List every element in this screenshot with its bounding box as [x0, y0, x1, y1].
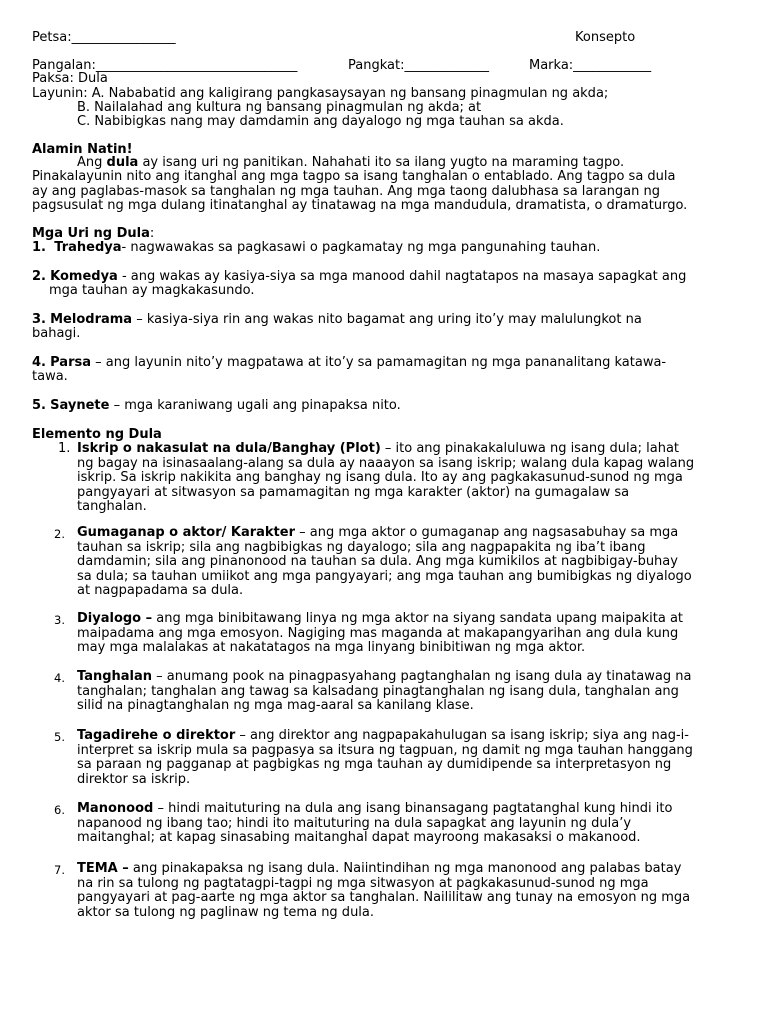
uri-item-saynete: 5. Saynete – mga karaniwang ugali ang pinapaksa nito.: [32, 398, 401, 413]
marka-field: Marka:____________: [529, 58, 652, 73]
elemento-num-1: 1.: [58, 441, 71, 456]
pangalan-field: Pangalan:_______________________________: [32, 58, 298, 73]
petsa-field: Petsa:________________: [32, 30, 176, 45]
pangkat-field: Pangkat:_____________: [348, 58, 489, 73]
elemento-item-aktor: Gumaganap o aktor/ Karakter – ang mga aktor o gumaganap ang nagsasabuhay sa mga tauhan sa iskrip; sila ang nagbibigkas ng dayalogo; sila ang nagpapakita ng iba’t ibang damdamin; sila ang pinanonood na tauhan sa dula. Ang mga kumikilos at nagbibigay-buhay sa dula; sa tauhan umiikot ang mga pangyayari; ang mga tauhan ang bumibigkas ng diyalogo at nagpapadama sa dula.: [77, 525, 692, 599]
uri-item-trahedya: 1. Trahedya- nagwawakas sa pagkasawi o pagkamatay ng mga pangunahing tauhan.: [32, 240, 601, 255]
uri-item-parsa-cont: tawa.: [32, 369, 68, 384]
elemento-num-7: 7.: [54, 863, 65, 877]
elemento-num-3: 3.: [54, 613, 65, 627]
elemento-heading: Elemento ng Dula: [32, 427, 162, 442]
elemento-item-tema: TEMA – ang pinakapaksa ng isang dula. Naiintindihan ng mga manonood ang palabas batay na rin sa tulong ng pagtatagpi-tagpi ng mga sitwasyon at pagkakasunud-sunod ng mga pangyayari at pag-aarte ng mga aktor sa tanghalan. Naililitaw ang tunay na emosyon ng mga aktor sa tulong ng paglinaw ng tema ng dula.: [77, 861, 691, 920]
uri-item-melodrama-cont: bahagi.: [32, 326, 81, 341]
alamin-line-1: Ang dula ay isang uri ng panitikan. Nahahati ito sa ilang yugto na maraming tagpo.: [77, 155, 625, 170]
paksa-line: Paksa: Dula: [32, 71, 108, 86]
konsepto-label: Konsepto: [575, 30, 636, 45]
elemento-item-manonood: Manonood – hindi maituturing na dula ang isang binansagang pagtatanghal kung hindi ito napanood ng ibang tao; hindi ito maituturing na dula sapagkat ang layunin ng dula’y maitanghal; at kapag sinasabing maitanghal dapat mayroong makasaksi o makanood.: [77, 801, 673, 846]
layunin-b: B. Nailalahad ang kultura ng bansang pinagmulan ng akda; at: [77, 100, 482, 115]
elemento-num-5: 5.: [54, 730, 65, 744]
elemento-num-6: 6.: [54, 803, 65, 817]
elemento-item-iskrip: Iskrip o nakasulat na dula/Banghay (Plot) – ito ang pinakakaluluwa ng isang dula; lahat ng bagay na isinasaalang-alang sa dula ay naaayon sa isang iskrip; walang dula kapag walang iskrip. Sa iskrip nakikita ang banghay ng isang dula. Ito ay ang pagkakasunud-sunod ng mga pangyayari at sitwasyon sa pamamagitan ng mga karakter (aktor) na gumagalaw sa tanghalan.: [77, 441, 695, 515]
alamin-line-4: pagsusulat ng mga dulang itinatanghal ay tinatawag na mga mandudula, dramatista, o dramaturgo.: [32, 198, 688, 213]
uri-item-parsa: 4. Parsa – ang layunin nito’y magpatawa at ito’y sa pamamagitan ng mga pananalitang katawa-: [32, 355, 667, 370]
layunin-c: C. Nabibigkas nang may damdamin ang dayalogo ng mga tauhan sa akda.: [77, 114, 564, 129]
elemento-item-tanghalan: Tanghalan – anumang pook na pinagpasyahang pagtanghalan ng isang dula ay tinatawag na tanghalan; tanghalan ang tawag sa kalsadang pinagtanghalan ng isang dula, tanghalan ang silid na pinagtanghalan ng mga mag-aaral sa kanilang klase.: [77, 669, 692, 714]
uri-item-komedya-cont: mga tauhan ay magkakasundo.: [49, 283, 255, 298]
uri-item-melodrama: 3. Melodrama – kasiya-siya rin ang wakas nito bagamat ang uring ito’y may malulungkot na: [32, 312, 642, 327]
alamin-heading: Alamin Natin!: [32, 142, 133, 157]
layunin-a: Layunin: A. Nababatid ang kaligirang pangkasaysayan ng bansang pinagmulan ng akda;: [32, 86, 609, 101]
elemento-num-4: 4.: [54, 671, 65, 685]
alamin-line-3: ay ang paglabas-masok sa tanghalan ng mga tauhan. Ang mga taong dalubhasa sa larangan ng: [32, 184, 661, 199]
uri-item-komedya: 2. Komedya - ang wakas ay kasiya-siya sa mga manood dahil nagtatapos na masaya sapagkat ang: [32, 269, 687, 284]
uri-heading: Mga Uri ng Dula:: [32, 226, 155, 241]
alamin-line-2: Pinakalayunin nito ang itanghal ang mga tagpo sa isang tanghalan o entablado. Ang tagpo sa dula: [32, 169, 676, 184]
elemento-item-direktor: Tagadirehe o direktor – ang direktor ang nagpapakahulugan sa isang iskrip; siya ang nag-i- interpret sa iskrip mula sa pagpasya sa itsura ng tagpuan, ng damit ng mga tauhan hanggang sa paraan ng pagganap at pagbigkas ng mga tauhan ay dumidipende sa interpretasyon ng direktor sa iskrip.: [77, 728, 693, 787]
elemento-num-2: 2.: [54, 527, 65, 541]
elemento-item-diyalogo: Diyalogo – ang mga binibitawang linya ng mga aktor na siyang sandata upang maipakita at maipadama ang mga emosyon. Nagiging mas maganda at makapangyarihan ang dula kung may mga malalakas at nakatatagos na mga linyang binibitiwan ng mga aktor.: [77, 611, 684, 656]
